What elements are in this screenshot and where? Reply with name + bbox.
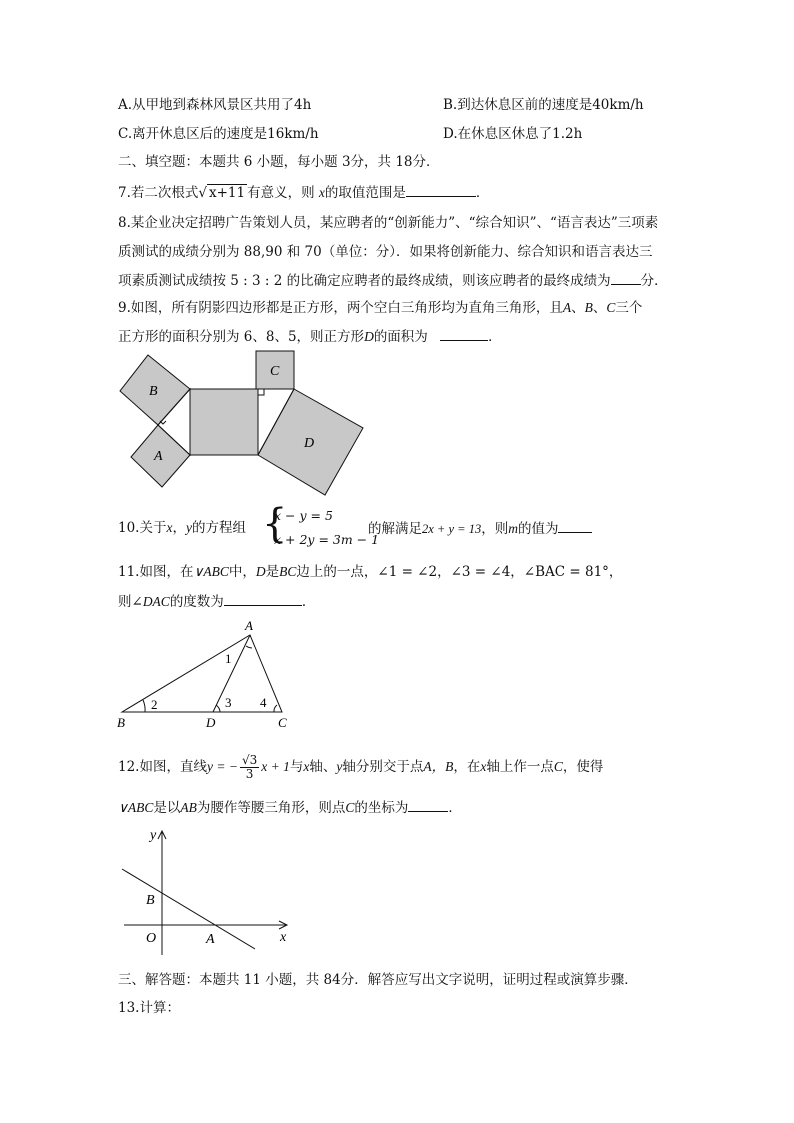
angle-1: 1	[225, 651, 232, 666]
question-9-line-2: 正方形的面积分别为 6、8、5，则正方形D的面积为 ．	[118, 326, 502, 347]
question-12-line-2: ∨ABC是以AB为腰作等腰三角形，则点C的坐标为 ．	[118, 797, 462, 818]
section-2-heading: 二、填空题：本题共 6 小题，每小题 3分，共 18分．	[118, 154, 440, 170]
question-12-line-1: 12.如图，直线y = − $\frac{√3}{3}$ x + 1与x轴、y轴分别交于点A，B，在x轴上作一点C，使得	[118, 753, 604, 781]
question-8-line-3: 项素质测试成绩按 5 : 3 : 2 的比确定应聘者的最终成绩，则该应聘者的最终成绩为 分．	[118, 270, 668, 291]
label-d: D	[304, 436, 315, 451]
question-7: 7.若二次根式√ x+11 有意义，则 x的取值范围是 ．	[118, 182, 489, 203]
answer-blank-8	[611, 270, 641, 285]
triangle-figure	[112, 615, 302, 730]
option-c: C.离开休息区后的速度是16km/h	[118, 126, 319, 142]
system-brace: {	[262, 501, 288, 547]
vertex-d: D	[206, 715, 216, 730]
label-b: B	[149, 384, 158, 399]
question-11-line-2: 则∠DAC的度数为 ．	[118, 591, 315, 612]
point-a: A	[206, 932, 215, 947]
center-square	[190, 389, 258, 455]
angle-3: 3	[225, 695, 232, 710]
vertex-b: B	[117, 715, 125, 730]
coordinate-figure	[112, 825, 297, 960]
question-9-line-1: 9.如图，所有阴影四边形都是正方形，两个空白三角形均为直角三角形，且A、B、C三个	[118, 300, 643, 316]
answer-blank-10	[558, 518, 592, 533]
equation-1: x − y = 5	[274, 508, 333, 523]
squares-figure	[118, 345, 368, 500]
question-10-tail: 的解满足2x + y = 13，则m的值为	[368, 518, 592, 539]
question-11-line-1: 11.如图，在∨ABC中，D是BC边上的一点，∠1 = ∠2，∠3 = ∠4，∠BAC = 81°，	[118, 564, 623, 580]
equation-2: x + 2y = 3m − 1	[274, 532, 380, 547]
vertex-a: A	[245, 618, 253, 633]
question-10: 10.关于x，y的方程组	[118, 520, 246, 536]
answer-blank-11	[224, 591, 302, 606]
question-13: 13.计算：	[118, 1000, 180, 1016]
option-b: B.到达休息区前的速度是40km/h	[443, 97, 644, 113]
angle-4: 4	[260, 695, 267, 710]
label-a: A	[154, 449, 163, 464]
axis-x-label: x	[280, 930, 287, 945]
origin-o: O	[146, 931, 157, 946]
answer-blank-7	[406, 182, 476, 197]
answer-blank-9	[440, 326, 488, 341]
radicand: x+11	[209, 185, 246, 201]
section-3-heading: 三、解答题：本题共 11 小题，共 84分．解答应写出文字说明，证明过程或演算步骤．	[118, 972, 638, 988]
axis-y-label: y	[150, 828, 157, 843]
angle-2: 2	[151, 697, 158, 712]
option-a: A.从甲地到森林风景区共用了4h	[118, 97, 312, 113]
question-8-line-2: 质测试的成绩分别为 88,90 和 70（单位：分）．如果将创新能力、综合知识和语言表达三	[118, 244, 653, 260]
option-d: D.在休息区休息了1.2h	[443, 126, 583, 142]
question-8-line-1: 8.某企业决定招聘广告策划人员，某应聘者的“创新能力”、“综合知识”、“语言表达”三项素	[118, 215, 659, 231]
answer-blank-12	[408, 797, 448, 812]
vertex-c: C	[278, 715, 287, 730]
label-c: C	[270, 364, 280, 379]
point-b: B	[146, 893, 155, 908]
